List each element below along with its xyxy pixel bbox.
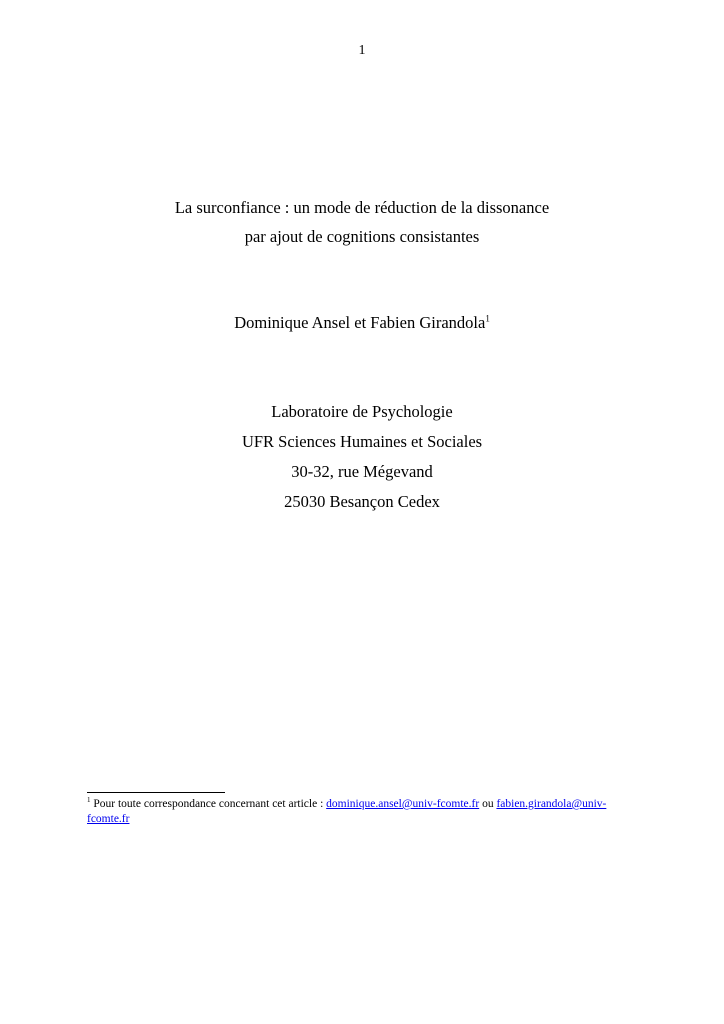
footnote <box>87 797 639 827</box>
author-names: Dominique Ansel et Fabien Girandola <box>234 313 486 332</box>
footnote-text: Pour toute correspondance concernant cet article : <box>90 798 327 810</box>
footnote-marker: 1 <box>87 796 91 805</box>
affiliation-block <box>0 397 724 517</box>
footnote-connector: ou <box>479 798 497 810</box>
title-line-2: par ajout de cognitions consistantes <box>244 227 480 246</box>
affiliation-lab: Laboratoire de Psychologie <box>271 402 453 421</box>
author-list <box>0 311 724 335</box>
email-link-girandola-part2: fcomte.fr <box>87 813 130 825</box>
affiliation-city: 25030 Besançon Cedex <box>284 492 440 511</box>
author-footnote-marker[interactable]: 1 <box>485 313 490 324</box>
email-link-girandola-part1: fabien.girandola@univ- <box>496 798 607 810</box>
footnote-separator <box>87 792 225 793</box>
affiliation-street: 30-32, rue Mégevand <box>291 462 433 481</box>
email-link-ansel[interactable]: dominique.ansel@univ-fcomte.fr <box>326 798 480 810</box>
affiliation-faculty: UFR Sciences Humaines et Sociales <box>241 432 483 451</box>
paper-title <box>0 193 724 251</box>
page-number: 1 <box>358 43 366 58</box>
title-line-1: La surconfiance : un mode de réduction de la dissonance <box>174 198 550 217</box>
